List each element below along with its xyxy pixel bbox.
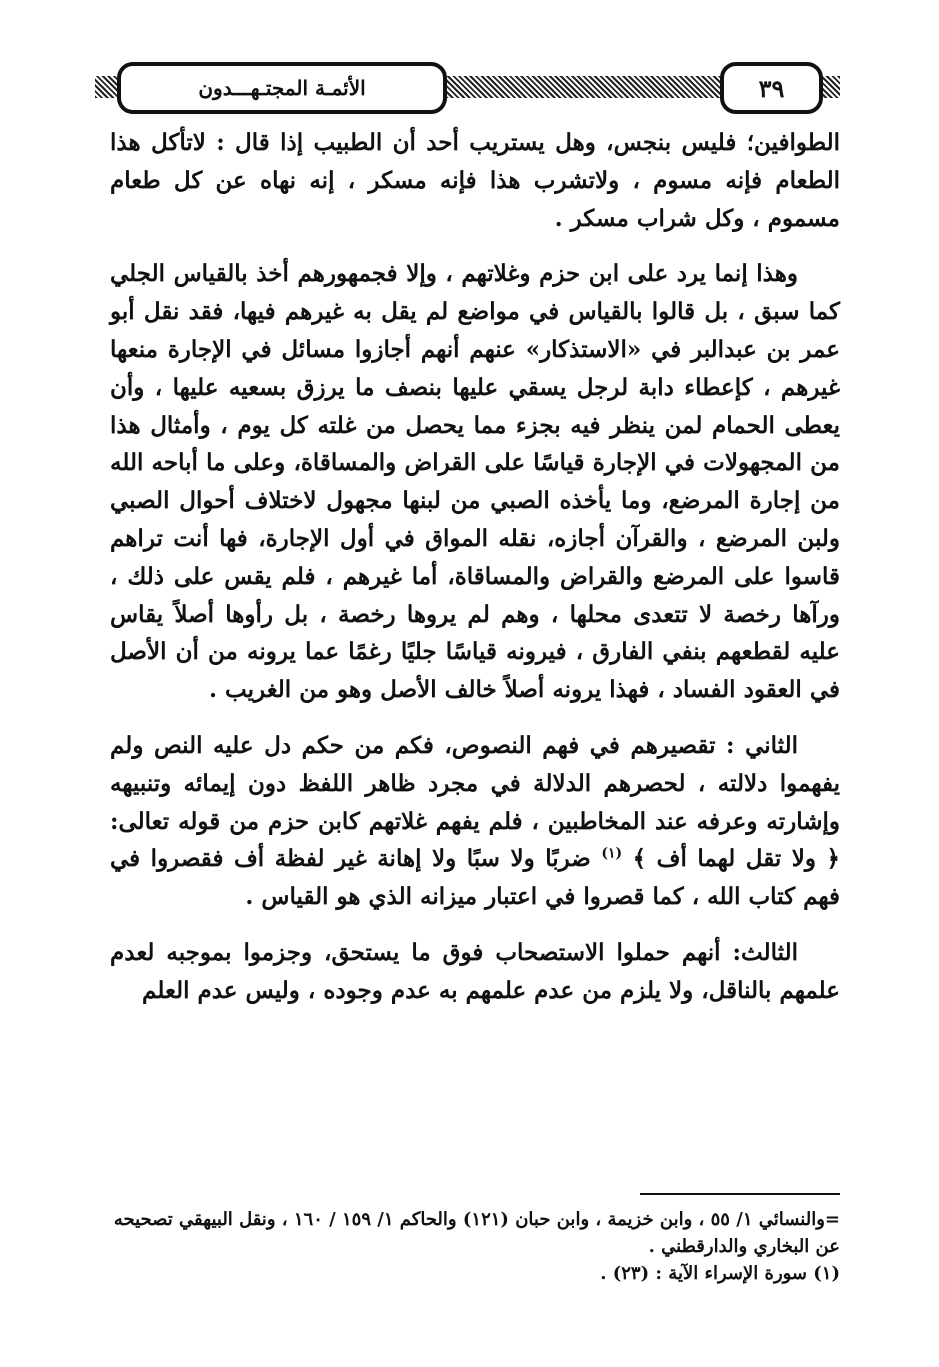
quran-quote: ﴿ ولا تقل لهما أف ﴾ — [632, 845, 840, 873]
page-number: ٣٩ — [720, 62, 823, 114]
paragraph-3 — [110, 727, 840, 916]
body-text — [110, 124, 840, 1010]
running-title: الأئمـة المجتـهـــدون — [117, 62, 447, 114]
paragraph-1: الطوافين؛ فليس بنجس، وهل يستريب أحد أن الطبيب إذا قال : لاتأكل هذا الطعام فإنه مسوم ، ولاتشرب هذا فإنه مسكر ، إنه نهاه عن كل طعام مسموم ، وكل شراب مسكر . — [110, 129, 840, 232]
paragraph-3-continuation: ضربًا ولا سبًا ولا إهانة غير لفظة أف فقصروا في فهم كتاب الله ، كما قصروا في اعتبار ميزانه الذي هو القياس . — [110, 845, 840, 911]
footnote-continued: =والنسائي ١/ ٥٥ ، وابن خزيمة ، وابن حبان (١٢١) والحاكم ١/ ١٥٩ / ١٦٠ ، ونقل البيهقي تصحيحه عن البخاري والدارقطني . — [113, 1209, 840, 1257]
footnote-divider — [640, 1193, 840, 1195]
footnotes — [110, 1206, 840, 1287]
page-header — [95, 62, 840, 112]
footnote-reference: (١) — [601, 845, 623, 862]
paragraph-2: وهذا إنما يرد على ابن حزم وغلاتهم ، وإلا فجمهورهم أخذ بالقياس الجلي كما سبق ، بل قالوا بالقياس في مواضع لم يقل به غيرهم فيها، فقد نقل أبو عمر بن عبدالبر في «الاستذكار» عنهم أنهم أجازوا مسائل في الإجارة منعها غيرهم ، كإعطاء دابة لرجل يسقي عليها بنصف ما يرزق بسعيه عليها ، وأن يعطى الحمام لمن ينظر فيه بجزء مما يحصل من غلته كل يوم ، وأمثال هذا من المجهولات في الإجارة قياسًا على القراض والمساقاة، وعلى ما أباحه الله من إجارة المرضع، وما يأخذه الصبي من لبنها مجهول لاختلاف أحوال الصبي ولبن المرضع ، والقرآن أجازه، نقله المواق في أول الإجارة، فها أنت تراهم قاسوا على المرضع والقراض والمساقاة، أما غيرهم ، فلم يقس على ذلك ، ورآها رخصة لا تتعدى محلها ، وهم لم يروها رخصة ، بل رأوها أصلاً يقاس عليه لقطعهم بنفي الفارق ، فيرونه قياسًا جليًا رغمًا عما يرونه من أن الأصل في العقود الفساد ، فهذا يرونه أصلاً خالف الأصل وهو من الغريب . — [110, 260, 840, 704]
paragraph-4: الثالث: أنهم حملوا الاستصحاب فوق ما يستحق، وجزموا بموجبه لعدم علمهم بالناقل، ولا يلزم من عدم علمهم به عدم وجوده ، وليس عدم العلم — [110, 938, 840, 1004]
paragraph-3-text: الثاني : تقصيرهم في فهم النصوص، فكم من حكم دل عليه النص ولم يفهموا دلالته ، لحصرهم الدلالة في مجرد ظاهر اللفظ دون إيمائه وتنبيهه وإشارته وعرفه عند المخاطبين ، فلم يفهم غلاتهم كابن حزم من قوله تعالى: — [110, 731, 840, 835]
footnote-1: (١) سورة الإسراء الآية : (٢٣) . — [600, 1263, 840, 1284]
